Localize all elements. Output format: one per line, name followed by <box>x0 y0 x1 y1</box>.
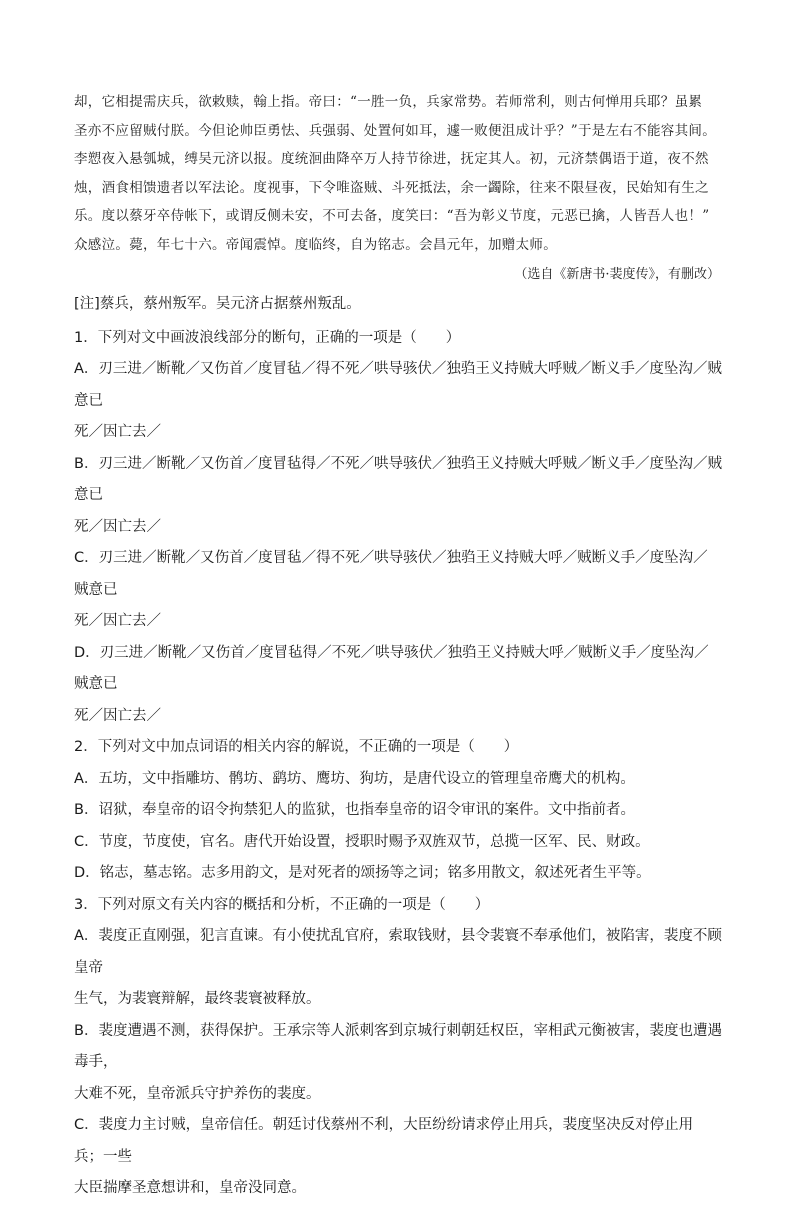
question-stem: 3．下列对原文有关内容的概括和分析，不正确的一项是（ ） <box>74 896 490 913</box>
passage-line: 李愬夜入悬瓠城，缚吴元济以报。度统洄曲降卒万人持节徐进，抚定其人。初，元济禁偶语于道，夜不然 <box>74 151 709 167</box>
option-line: D．刃三进／断靴／又伤首／度冒毡得／不死／哄导骇伏／独驺王义持贼大呼／贼断义手／度坠沟／贼意已 <box>74 644 709 692</box>
option-line: A．裴度正直刚强，犯言直谏。有小使扰乱官府，索取钱财，县令裴寰不奉承他们，被陷害，裴度不顾皇帝 <box>74 928 722 976</box>
option-line: 死／因亡去／ <box>74 424 161 440</box>
passage-source: （选自《新唐书·裴度传》，有删改） <box>514 267 720 282</box>
option-line: B．裴度遭遇不测，获得保护。王承宗等人派刺客到京城行刺朝廷权臣，宰相武元衡被害，裴度也遭遇毒手， <box>74 1022 722 1070</box>
passage-line: 众感泣。薨，年七十六。帝闻震悼。度临终，自为铭志。会昌元年，加赠太师。 <box>74 236 557 253</box>
passage-line: 乐。度以蔡牙卒侍帐下，或谓反侧未安，不可去备，度笑曰：“吾为彰义节度，元恶已擒，人皆吾人也！” <box>74 208 710 224</box>
option-line: C．裴度力主讨贼，皇帝信任。朝廷讨伐蔡州不利，大臣纷纷请求停止用兵，裴度坚决反对停止用兵；一些 <box>74 1117 694 1165</box>
option-line: 死／因亡去／ <box>74 613 161 629</box>
passage-line: 却，它相提需庆兵，欲敕赎，翰上指。帝曰：“一胜一负，兵家常势。若师常利，则古何惮用兵耶？虽累 <box>74 94 703 110</box>
option-line: B．刃三进／断靴／又伤首／度冒毡得／不死／哄导骇伏／独驺王义持贼大呼贼／断义手／度坠沟／贼意已 <box>74 455 722 503</box>
option-line: 大臣揣摩圣意想讲和，皇帝没同意。 <box>74 1180 306 1196</box>
option-line: 死／因亡去／ <box>74 518 161 535</box>
option-line: B．诏狱，奉皇帝的诏令拘禁犯人的监狱，也指奉皇帝的诏令审讯的案件。文中指前者。 <box>74 802 635 818</box>
passage-line: 烛，酒食相馈遗者以军法论。度视事，下令唯盗贼、斗死抵法，余一蠲除，往来不限昼夜，民始知有生之 <box>74 179 709 196</box>
question-stem: 2．下列对文中加点词语的相关内容的解说，不正确的一项是（ ） <box>74 739 519 755</box>
question-1 <box>74 323 722 733</box>
option-line: 大难不死，皇帝派兵守护养伤的裴度。 <box>74 1085 321 1102</box>
question-2 <box>74 732 722 890</box>
option-line: 死／因亡去／ <box>74 707 161 724</box>
option-line: A．刃三进／断靴／又伤首／度冒毡／得不死／哄导骇伏／独驺王义持贼大呼贼／断义手／度坠沟／贼意已 <box>74 361 722 409</box>
question-stem: 1．下列对文中画波浪线部分的断句，正确的一项是（ ） <box>74 329 461 346</box>
classical-passage <box>74 88 722 259</box>
option-line: C．刃三进／断靴／又伤首／度冒毡／得不死／哄导骇伏／独驺王义持贼大呼／贼断义手／度坠沟／贼意已 <box>74 550 708 598</box>
question-list <box>74 323 722 1205</box>
question-3 <box>74 890 722 1205</box>
option-line: A．五坊，文中指雕坊、鹘坊、鹞坊、鹰坊、狗坊，是唐代设立的管理皇帝鹰犬的机构。 <box>74 770 635 787</box>
option-line: C．节度，节度使，官名。唐代开始设置，授职时赐予双旌双节，总揽一区军、民、财政。 <box>74 833 650 850</box>
option-line: 生气，为裴寰辩解，最终裴寰被释放。 <box>74 991 321 1007</box>
option-line: D．铭志，墓志铭。志多用韵文，是对死者的颂扬等之词；铭多用散文，叙述死者生平等。 <box>74 865 651 881</box>
annotation-note: [注]蔡兵，蔡州叛军。吴元济占据蔡州叛乱。 <box>74 296 361 312</box>
passage-line: 圣亦不应留贼付朕。今但论帅臣勇怯、兵强弱、处置何如耳，遽一败便沮成计乎？”于是左右不能容其间。 <box>74 122 716 139</box>
